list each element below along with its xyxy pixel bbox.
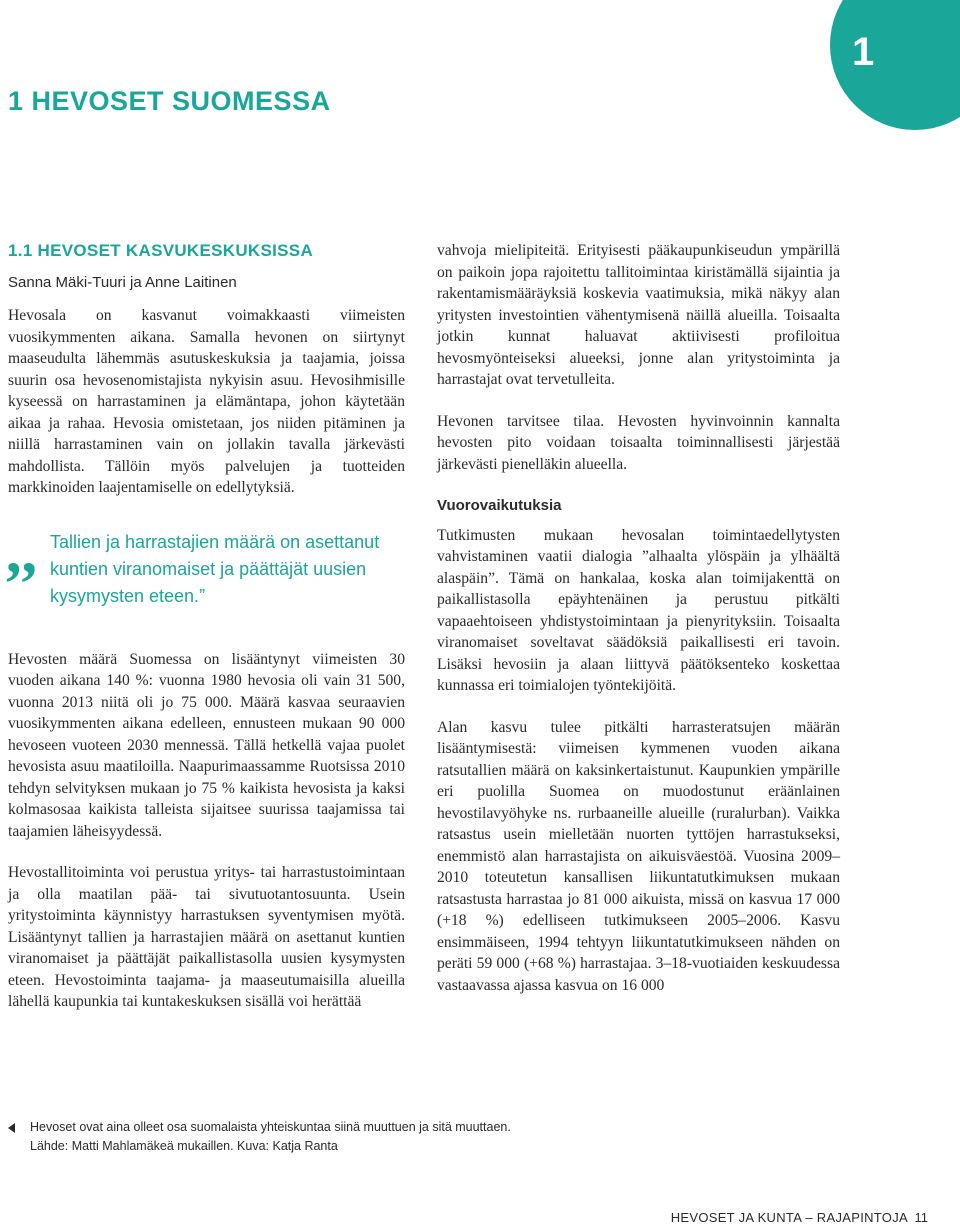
authors: Sanna Mäki-Tuuri ja Anne Laitinen (8, 273, 237, 291)
pull-quote-text: Tallien ja harrastajien määrä on asettanut kuntien viranomaiset ja päättäjät uusien kysymysten eteen.” (50, 531, 380, 606)
body-paragraph: vahvoja mielipiteitä. Erityisesti pääkaupunkiseudun ympärillä on paikoin jopa rajoitettu tallitoimintaa kiristämällä sijaintia ja rakentamismääräyksiä koskevia vaatimuksia, mikä näkyy alan yritysten investointien vähentymisenä näillä alueilla. Toisaalta jotkin kunnat haluavat aktiivisesti profiloitua hevosmyönteiseksi alueeksi, jonne alan yritystoiminta ja harrastajat ovat tervetulleita. (437, 242, 840, 388)
arrow-left-icon (8, 1123, 15, 1133)
page-number: 11 (914, 1210, 928, 1225)
pull-quote (6, 517, 405, 613)
quote-mark-icon: ,, (6, 517, 37, 586)
subsection-heading: Vuorovaikutuksia (437, 497, 562, 514)
chapter-tab-number: 1 (852, 30, 875, 74)
chapter-tab (830, 0, 960, 130)
body-paragraph: Hevosala on kasvanut voimakkaasti viimeisten vuosikymmenten aikana. Samalla hevonen on siirtynyt maaseudulta lähemmäs asutuskeskuksia ja taajamia, joissa suurin osa hevosenomistajista nykyisin asuu. Hevosihmisille kyseessä on harrastaminen ja elämäntapa, johon käytetään aikaa ja rahaa. Hevosia omistetaan, jos niiden pitäminen ja niillä harrastaminen vain on jollakin tavalla järkevästi mahdollista. Tällöin myös palvelujen ja tuotteiden markkinoiden laajentamiselle on edellytyksiä. (8, 307, 405, 496)
left-column (8, 240, 405, 1013)
right-column (437, 240, 840, 996)
caption-source: Lähde: Matti Mahlamäkeä mukaillen. Kuva: Katja Ranta (30, 1139, 338, 1153)
section-heading: 1.1 HEVOSET KASVUKESKUKSISSA (8, 241, 314, 260)
body-paragraph: Hevonen tarvitsee tilaa. Hevosten hyvinvoinnin kannalta hevosten pito voidaan toisaalta toiminnallisesti järjestää järkevästi pienelläkin alueella. (437, 412, 840, 473)
running-footer-title: HEVOSET JA KUNTA – RAJAPINTOJA (670, 1210, 908, 1225)
image-caption (8, 1118, 708, 1156)
caption-text: Hevoset ovat aina olleet osa suomalaista yhteiskuntaa siinä muuttuen ja sitä muuttaen. (30, 1120, 511, 1134)
body-paragraph: Tutkimusten mukaan hevosalan toimintaedellytysten vahvistaminen vaatii dialogia ”alhaalta ylöspäin ja ylhäältä alaspäin”. Tämä on hankalaa, koska alan toimijakenttä on paikallistasolla epäyhtenäinen ja perustuu pitkälti vapaaehtoiseen yhdistystoimintaan ja pienyrityksiin. Toisaalta viranomaiset soveltavat säädöksiä paikallisesti eri tavoin. Lisäksi hevosiin ja alaan liittyvä päätöksenteko koskettaa kunnassa eri toimialojen työntekijöitä. (437, 526, 840, 694)
chapter-title: 1 HEVOSET SUOMESSA (8, 86, 331, 116)
body-paragraph: Hevosten määrä Suomessa on lisääntynyt viimeisten 30 vuoden aikana 140 %: vuonna 1980 hevosia oli vain 31 500, vuonna 2013 niitä oli jo 75 000. Määrä kasvaa seuraavien vuosikymmenten aikana edelleen, ennusteen mukaan 90 000 hevoseen vuoteen 2030 mennessä. Tällä hetkellä vajaa puolet hevosista asuu maatiloilla. Naapurimaassamme Ruotsissa 2010 tehdyn selvityksen mukaan jo 75 % kaikista hevosista ja kaksi kolmasosaa kaikista talleista sijaitsee suurissa taajamissa tai taajamien läheisyydessä. (8, 650, 405, 840)
body-paragraph: Alan kasvu tulee pitkälti harrasteratsujen määrän lisääntymisestä: viimeisen kymmenen vuoden aikana ratsutallien määrä on kaksinkertaistunut. Kaupunkien ympärille eri puolilla Suomea on muodostunut eräänlainen hevostilavyöhyke ns. rurbaaneille alueille (ruralurban). Vaikka ratsastus usein mielletään nuorten tyttöjen harrastukseksi, enemmistö alan harrastajista on aikuisväestöä. Vuosina 2009–2010 toteutetun kansallisen liikuntatutkimuksen mukaan ratsastusta harrastaa jo 81 000 aikuista, missä on kasvua 17 000 (+18 %) edelliseen tutkimukseen 2005–2006. Kasvu ensimmäiseen, 1994 tehtyyn liikuntatutkimukseen nähden on peräti 59 000 (+68 %) harrastajaa. 3–18-vuotiaiden keskuudessa vastaavassa ajassa kasvua on 16 000 (437, 718, 840, 994)
body-paragraph: Hevostallitoiminta voi perustua yritys- tai harrastustoimintaan ja olla maatilan pää- tai sivutuotantosuunta. Usein yritystoiminta käynnistyy harrastuksen syventymisen myötä. Lisääntynyt tallien ja harrastajien määrä on asettanut kuntien viranomaiset ja päättäjät paikallistasolla uusien kysymysten eteen. Hevostoiminta taajama- ja maaseutumaisilla alueilla lähellä kaupunkia tai kuntakeskuksen sisällä voi herättää (8, 864, 405, 1010)
